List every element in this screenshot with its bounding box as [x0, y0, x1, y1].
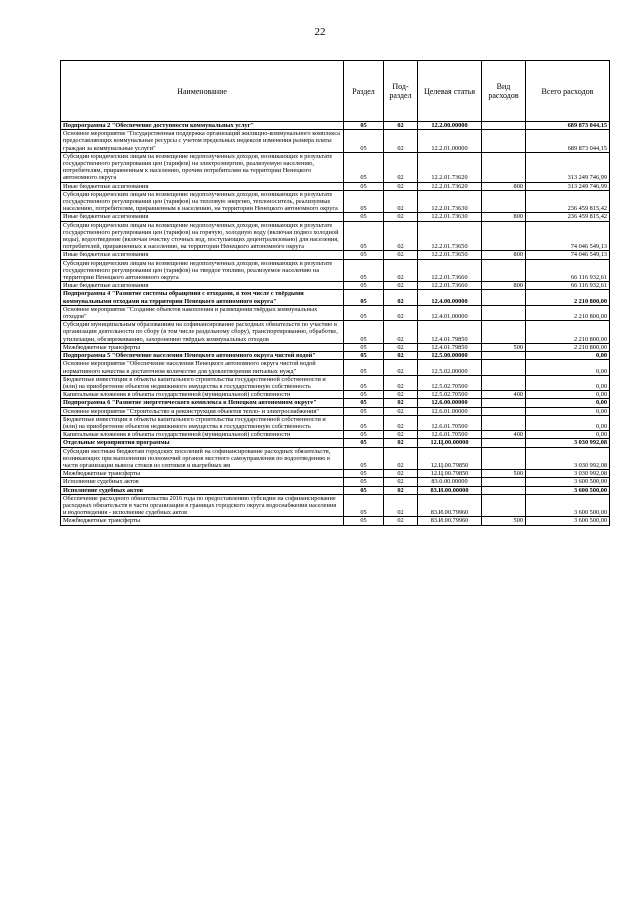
cell-total: 2 210 800,00: [526, 305, 610, 320]
cell-target: 12.2.01.00000: [418, 130, 482, 153]
cell-name: Подпрограмма 2 "Обеспечение доступности коммунальных услуг": [61, 122, 344, 130]
cell-name: Подпрограмма 6 "Развитие энергетического комплекса в Ненецком автономном округе": [61, 399, 344, 407]
cell-section: 05: [344, 343, 384, 351]
cell-subsection: 02: [384, 391, 418, 399]
cell-name: Субсидии муниципальным образованиям на софинансирование расходных обязательств по участию в организации деятельности по сбору (в том числе раздельному сбору), транспортированию, обработке, утилизации, обезвреживанию, захоронению твёрдых коммунальных отходов: [61, 321, 344, 344]
cell-subsection: 02: [384, 282, 418, 290]
cell-subsection: 02: [384, 130, 418, 153]
table-row: [61, 221, 610, 251]
cell-kind: [482, 407, 526, 415]
table-row: [61, 447, 610, 470]
cell-total: 689 873 044,15: [526, 130, 610, 153]
cell-kind: [482, 190, 526, 213]
cell-subsection: 02: [384, 494, 418, 517]
cell-target: 83.И.00.79960: [418, 517, 482, 525]
cell-total: 74 046 549,13: [526, 221, 610, 251]
table-row: [61, 439, 610, 447]
cell-total: 0,00: [526, 431, 610, 439]
cell-section: 05: [344, 439, 384, 447]
cell-total: 0,00: [526, 352, 610, 360]
cell-section: 05: [344, 447, 384, 470]
cell-name: Капитальные вложения в объекты государственной (муниципальной) собственности: [61, 391, 344, 399]
cell-name: Исполнение судебных актов: [61, 478, 344, 486]
cell-subsection: 02: [384, 407, 418, 415]
cell-total: 3 600 500,00: [526, 486, 610, 494]
cell-target: 12.Ц.00.00000: [418, 439, 482, 447]
table-row: [61, 375, 610, 390]
cell-section: 05: [344, 352, 384, 360]
cell-name: Иные бюджетные ассигнования: [61, 251, 344, 259]
cell-kind: [482, 375, 526, 390]
cell-subsection: 02: [384, 431, 418, 439]
cell-kind: 800: [482, 182, 526, 190]
cell-section: 05: [344, 321, 384, 344]
cell-kind: [482, 122, 526, 130]
cell-total: 66 116 932,61: [526, 282, 610, 290]
cell-target: 83.0.00.00000: [418, 478, 482, 486]
cell-section: 05: [344, 431, 384, 439]
cell-section: 05: [344, 282, 384, 290]
cell-target: 12.4.01.00000: [418, 305, 482, 320]
cell-total: 3 600 500,00: [526, 478, 610, 486]
cell-subsection: 02: [384, 190, 418, 213]
table-row: [61, 415, 610, 430]
cell-target: 12.5.00.00000: [418, 352, 482, 360]
table-row: [61, 517, 610, 525]
table-row: [61, 478, 610, 486]
cell-section: 05: [344, 486, 384, 494]
cell-subsection: 02: [384, 343, 418, 351]
cell-section: 05: [344, 122, 384, 130]
cell-total: 0,00: [526, 399, 610, 407]
cell-name: Исполнение судебных актов: [61, 486, 344, 494]
table-row: [61, 251, 610, 259]
cell-total: 74 046 549,13: [526, 251, 610, 259]
cell-kind: [482, 305, 526, 320]
table-row: [61, 431, 610, 439]
cell-subsection: 02: [384, 478, 418, 486]
cell-section: 05: [344, 213, 384, 221]
cell-name: Иные бюджетные ассигнования: [61, 282, 344, 290]
header-target: Целевая статья: [418, 61, 482, 122]
header-section: Раздел: [344, 61, 384, 122]
cell-total: 3 030 992,08: [526, 439, 610, 447]
table-row: [61, 486, 610, 494]
table-row: [61, 305, 610, 320]
cell-kind: [482, 447, 526, 470]
cell-subsection: 02: [384, 152, 418, 182]
cell-target: 12.2.01.73650: [418, 251, 482, 259]
cell-total: 236 459 815,42: [526, 213, 610, 221]
cell-section: 05: [344, 190, 384, 213]
cell-kind: 400: [482, 431, 526, 439]
cell-kind: 800: [482, 282, 526, 290]
cell-total: 3 030 992,08: [526, 470, 610, 478]
cell-target: 12.2.01.73620: [418, 152, 482, 182]
header-name: Наименование: [61, 61, 344, 122]
cell-kind: 500: [482, 517, 526, 525]
cell-name: Субсидии юридическим лицам на возмещение недополученных доходов, возникающих в результате государственного регулирования цен (тарифов) на электроэнергию, реализуемую населению, потребителям, приравненным к населению, прочим потребителям на территории Ненецкого автономного округа: [61, 152, 344, 182]
table-row: [61, 470, 610, 478]
cell-kind: [482, 360, 526, 375]
table-body: [61, 122, 610, 526]
cell-name: Основное мероприятие "Создание объектов накопления и размещения твёрдых коммунальных отходов": [61, 305, 344, 320]
table-row: [61, 360, 610, 375]
table-row: [61, 494, 610, 517]
cell-name: Бюджетные инвестиции в объекты капитального строительства государственной собственности и (или) на приобретение объектов недвижимого имущества в государственную собственность: [61, 415, 344, 430]
cell-target: 12.5.02.70500: [418, 375, 482, 390]
cell-target: 12.4.00.00000: [418, 290, 482, 305]
cell-target: 83.И.00.79960: [418, 494, 482, 517]
cell-total: 2 210 800,00: [526, 290, 610, 305]
cell-subsection: 02: [384, 213, 418, 221]
cell-name: Основное мероприятие "Строительство и реконструкция объектов тепло- и электроснабжения": [61, 407, 344, 415]
table-header-row: [61, 61, 610, 122]
page-number: 22: [314, 26, 326, 38]
cell-subsection: 02: [384, 470, 418, 478]
table-row: [61, 343, 610, 351]
cell-total: 313 249 746,99: [526, 182, 610, 190]
cell-section: 05: [344, 391, 384, 399]
cell-section: 05: [344, 517, 384, 525]
cell-section: 05: [344, 470, 384, 478]
cell-section: 05: [344, 399, 384, 407]
cell-target: 12.5.02.00000: [418, 360, 482, 375]
cell-target: 12.4.01.79850: [418, 343, 482, 351]
cell-target: 12.6.00.00000: [418, 399, 482, 407]
cell-kind: [482, 130, 526, 153]
cell-subsection: 02: [384, 439, 418, 447]
cell-subsection: 02: [384, 221, 418, 251]
table-row: [61, 282, 610, 290]
table-row: [61, 213, 610, 221]
cell-section: 05: [344, 130, 384, 153]
budget-table: [60, 60, 610, 526]
cell-total: 313 249 746,99: [526, 152, 610, 182]
cell-total: 3 600 500,00: [526, 517, 610, 525]
cell-subsection: 02: [384, 259, 418, 282]
cell-section: 05: [344, 152, 384, 182]
cell-total: 0,00: [526, 407, 610, 415]
cell-name: Подпрограмма 4 "Развитие системы обращения с отходами, в том числе с твёрдыми коммунальными отходами на территории Ненецкого автономного округа": [61, 290, 344, 305]
cell-name: Субсидии местным бюджетам городских поселений на софинансирование расходных обязательств, возникающих при выполнении полномочий органов местного самоуправления по водоотведению в части организации вывоза стоков из септиков и выгребных ям: [61, 447, 344, 470]
cell-subsection: 02: [384, 415, 418, 430]
cell-name: Обеспечение расходного обязательства 2016 года по предоставлению субсидии на софинансирование расходных обязательств в части организации в границах городского округа водоснабжения населения и водоотведения - исполнение судебных актов: [61, 494, 344, 517]
cell-name: Субсидии юридическим лицам на возмещение недополученных доходов, возникающих в результате государственного регулирования цен (тарифов) на твердое топливо, реализуемое населению на территории Ненецкого автономного округа: [61, 259, 344, 282]
table-row: [61, 321, 610, 344]
cell-total: 0,00: [526, 391, 610, 399]
cell-section: 05: [344, 407, 384, 415]
cell-subsection: 02: [384, 290, 418, 305]
cell-target: 12.6.01.70500: [418, 431, 482, 439]
cell-section: 05: [344, 251, 384, 259]
cell-kind: [482, 221, 526, 251]
cell-target: 12.2.01.73660: [418, 282, 482, 290]
cell-kind: [482, 321, 526, 344]
cell-target: 12.5.02.70500: [418, 391, 482, 399]
header-subsection: Под-раздел: [384, 61, 418, 122]
cell-name: Бюджетные инвестиции в объекты капитального строительства государственной собственности и (или) на приобретение объектов недвижимого имущества в государственную собственность: [61, 375, 344, 390]
header-total: Всего расходов: [526, 61, 610, 122]
cell-total: 0,00: [526, 415, 610, 430]
cell-name: Отдельные мероприятия программы: [61, 439, 344, 447]
cell-subsection: 02: [384, 517, 418, 525]
cell-total: 3 600 500,00: [526, 494, 610, 517]
cell-subsection: 02: [384, 399, 418, 407]
cell-subsection: 02: [384, 375, 418, 390]
cell-target: 12.2.01.73630: [418, 190, 482, 213]
cell-section: 05: [344, 221, 384, 251]
cell-total: 2 210 800,00: [526, 343, 610, 351]
cell-kind: 500: [482, 470, 526, 478]
cell-total: 66 116 932,61: [526, 259, 610, 282]
cell-target: 12.2.01.73650: [418, 221, 482, 251]
cell-name: Субсидии юридическим лицам на возмещение недополученных доходов, возникающих в результате государственного регулирования цен (тарифов) на горячую, холодную воду (включая подвоз холодной воды), водоотведение (включая очистку сточных вод, поступающих децентрализовано) для населения, потребителей, приравненных к населению, на территории Ненецкого автономного округа: [61, 221, 344, 251]
table-row: [61, 290, 610, 305]
cell-kind: [482, 478, 526, 486]
cell-target: 12.4.01.79850: [418, 321, 482, 344]
cell-target: 12.2.01.73630: [418, 213, 482, 221]
cell-target: 12.2.00.00000: [418, 122, 482, 130]
cell-name: Межбюджетные трансферты: [61, 470, 344, 478]
cell-kind: 400: [482, 391, 526, 399]
cell-kind: [482, 486, 526, 494]
cell-section: 05: [344, 494, 384, 517]
cell-name: Межбюджетные трансферты: [61, 343, 344, 351]
cell-subsection: 02: [384, 305, 418, 320]
cell-kind: 800: [482, 213, 526, 221]
table-row: [61, 407, 610, 415]
cell-subsection: 02: [384, 360, 418, 375]
cell-name: Основное мероприятие "Государственная поддержка организаций жилищно-коммунального комплекса предоставляющих коммунальные ресурсы с учетом предельных индексов изменения размера платы граждан за коммунальные услуги": [61, 130, 344, 153]
cell-total: 0,00: [526, 375, 610, 390]
cell-kind: 800: [482, 251, 526, 259]
cell-subsection: 02: [384, 321, 418, 344]
cell-section: 05: [344, 415, 384, 430]
table-row: [61, 152, 610, 182]
cell-kind: [482, 439, 526, 447]
cell-target: 12.6.01.00000: [418, 407, 482, 415]
cell-total: 0,00: [526, 360, 610, 375]
cell-subsection: 02: [384, 122, 418, 130]
cell-total: 236 459 815,42: [526, 190, 610, 213]
cell-kind: [482, 259, 526, 282]
cell-section: 05: [344, 360, 384, 375]
table-row: [61, 352, 610, 360]
table-row: [61, 259, 610, 282]
cell-target: 12.2.01.73660: [418, 259, 482, 282]
cell-name: Иные бюджетные ассигнования: [61, 182, 344, 190]
table-row: [61, 130, 610, 153]
cell-kind: 500: [482, 343, 526, 351]
table-row: [61, 182, 610, 190]
cell-target: 83.И.00.00000: [418, 486, 482, 494]
table-row: [61, 190, 610, 213]
cell-subsection: 02: [384, 352, 418, 360]
cell-subsection: 02: [384, 182, 418, 190]
table-row: [61, 122, 610, 130]
table-row: [61, 399, 610, 407]
cell-name: Иные бюджетные ассигнования: [61, 213, 344, 221]
cell-section: 05: [344, 478, 384, 486]
header-kind: Вид расходов: [482, 61, 526, 122]
cell-section: 05: [344, 375, 384, 390]
cell-subsection: 02: [384, 486, 418, 494]
cell-section: 05: [344, 182, 384, 190]
cell-subsection: 02: [384, 251, 418, 259]
cell-target: 12.2.01.73620: [418, 182, 482, 190]
cell-target: 12.6.01.70500: [418, 415, 482, 430]
cell-total: 689 873 044,15: [526, 122, 610, 130]
cell-kind: [482, 352, 526, 360]
cell-target: 12.Ц.00.79850: [418, 470, 482, 478]
cell-section: 05: [344, 290, 384, 305]
cell-kind: [482, 494, 526, 517]
cell-target: 12.Ц.00.79850: [418, 447, 482, 470]
cell-section: 05: [344, 305, 384, 320]
cell-section: 05: [344, 259, 384, 282]
cell-total: 3 030 992,08: [526, 447, 610, 470]
cell-name: Капитальные вложения в объекты государственной (муниципальной) собственности: [61, 431, 344, 439]
cell-kind: [482, 152, 526, 182]
cell-name: Подпрограмма 5 "Обеспечение населения Ненецкого автономного округа чистой водой": [61, 352, 344, 360]
cell-name: Основное мероприятие "Обеспечение населения Ненецкого автономного округа чистой водой нормативного качества в достаточном количестве для удовлетворения питьевых нужд": [61, 360, 344, 375]
cell-total: 2 210 800,00: [526, 321, 610, 344]
cell-kind: [482, 415, 526, 430]
cell-subsection: 02: [384, 447, 418, 470]
cell-kind: [482, 290, 526, 305]
cell-name: Межбюджетные трансферты: [61, 517, 344, 525]
table-row: [61, 391, 610, 399]
cell-name: Субсидии юридическим лицам на возмещение недополученных доходов, возникающих в результате государственного регулирования цен (тарифов) на тепловую энергию, теплоноситель, реализуемые населению, потребителям, приравненным к населению, на территории Ненецкого автономного округа: [61, 190, 344, 213]
cell-kind: [482, 399, 526, 407]
